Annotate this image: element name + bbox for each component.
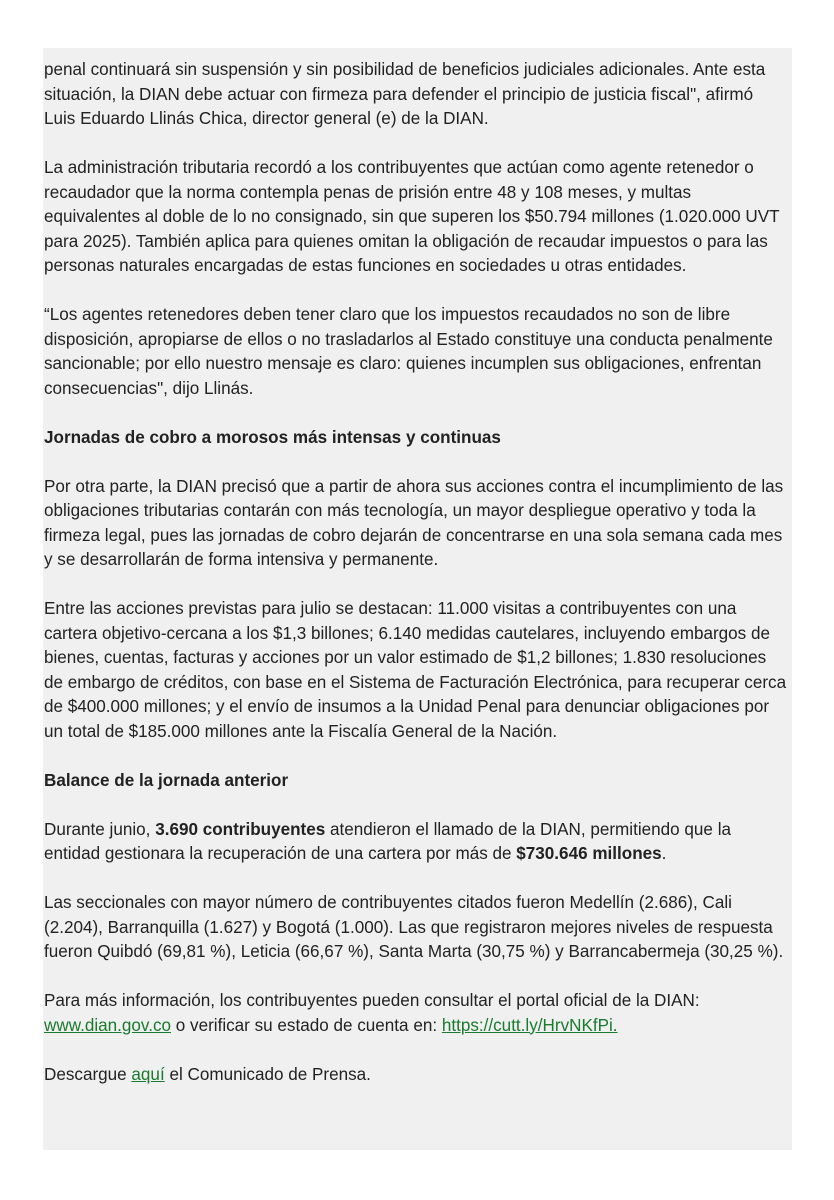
text: atendieron el llamado de la DIAN, permitiendo que la entidad gestionara la recuperación de una cartera por más de (44, 819, 731, 863)
text: . (661, 844, 667, 863)
section-heading-balance: Balance de la jornada anterior (44, 770, 289, 790)
paragraph-download (44, 1063, 788, 1088)
paragraph-quote-llinas: penal continuará sin suspensión y sin posibilidad de beneficios judiciales adicionales. Ante esta situación, la DIAN debe actuar con firmeza para defender el principio de justicia fiscal", afirmó Luis Eduardo Llinás Chica, director general (e) de la DIAN. (44, 60, 766, 128)
paragraph-seccionales: Las seccionales con mayor número de contribuyentes citados fueron Medellín (2.686), Cali (2.204), Barranquilla (1.627) y Bogotá (1.000). Las que registraron mejores niveles de respuesta fueron Quibdó (69,81 %), Leticia (66,67 %), Santa Marta (30,75 %) y Barrancabermeja (30,25 %). (44, 893, 784, 961)
section-heading-jornadas: Jornadas de cobro a morosos más intensas y continuas (44, 427, 501, 447)
paragraph-more-info (44, 989, 788, 1038)
download-press-release-link[interactable]: aquí (131, 1064, 165, 1084)
account-status-link[interactable]: https://cutt.ly/HrvNKfPi. (441, 1015, 618, 1035)
paragraph-penalties: La administración tributaria recordó a los contribuyentes que actúan como agente retenedor o recaudador que la norma contempla penas de prisión entre 48 y 108 meses, y multas equivalentes al doble de lo no consignado, sin que superen los $50.794 millones (1.020.000 UVT para 2025). También aplica para quienes omitan la obligación de recaudar impuestos o para las personas naturales encargadas de estas funciones en sociedades u otras entidades. (44, 158, 780, 275)
bold-contribuyentes: 3.690 contribuyentes (155, 819, 326, 839)
article-body (44, 58, 788, 1112)
paragraph-retenedores-quote: “Los agentes retenedores deben tener claro que los impuestos recaudados no son de libre disposición, apropiarse de ellos o no trasladarlos al Estado constituye una conducta penalmente sancionable; por ello nuestro mensaje es claro: quienes incumplen sus obligaciones, enfrentan consecuencias", dijo Llinás. (44, 305, 773, 398)
paragraph-july-actions: Entre las acciones previstas para julio se destacan: 11.000 visitas a contribuyentes con una cartera objetivo-cercana a los $1,3 billones; 6.140 medidas cautelares, incluyendo embargos de bienes, cuentas, facturas y acciones por un valor estimado de $1,2 billones; 1.830 resoluciones de embargo de créditos, con base en el Sistema de Facturación Electrónica, para recuperar cerca de $400.000 millones; y el envío de insumos a la Unidad Penal para denunciar obligaciones por un total de $185.000 millones ante la Fiscalía General de la Nación. (44, 599, 787, 741)
text: Durante junio, (44, 819, 156, 839)
paragraph-june-balance (44, 818, 788, 867)
text: Para más información, los contribuyentes pueden consultar el portal oficial de la DIAN: (44, 991, 700, 1010)
text: o verificar su estado de cuenta en: (171, 1015, 442, 1035)
text: Descargue (44, 1064, 132, 1084)
text: el Comunicado de Prensa. (164, 1064, 371, 1084)
bold-amount: $730.646 millones (516, 844, 662, 863)
dian-website-link[interactable]: www.dian.gov.co (44, 1015, 172, 1035)
paragraph-technology: Por otra parte, la DIAN precisó que a partir de ahora sus acciones contra el incumplimiento de las obligaciones tributarias contarán con más tecnología, un mayor despliegue operativo y toda la firmeza legal, pues las jornadas de cobro dejarán de concentrarse en una sola semana cada mes y se desarrollarán de forma intensiva y permanente. (44, 476, 784, 569)
